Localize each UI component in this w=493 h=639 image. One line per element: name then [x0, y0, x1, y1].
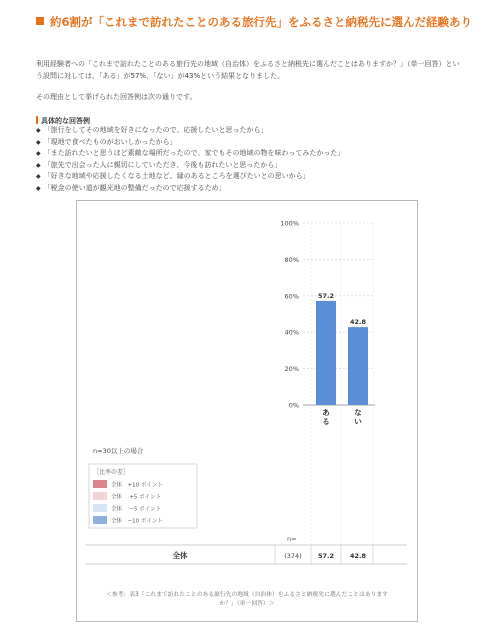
intro-paragraph: 利用経験者への「これまで訪れたことのある旅行先の地域（自治体）をふるさと納税先に選んだことはありますか？」（単一回答）という設問に対しては、「ある」が57%、「ない」が43%という結果となりました。: [36, 60, 460, 80]
bar-aru: [316, 301, 336, 405]
legend-swatch-plus10: [93, 480, 107, 488]
bar-nai: [348, 327, 368, 405]
chart-caption: ＜参考：表3「これまで訪れたことのある旅行先の地域（自治体）をふるさと納税先に選んだことはありますか？」（単一回答）＞: [106, 592, 388, 607]
y-tick-label: 0%: [288, 401, 299, 410]
table-value-aru: 57.2: [317, 552, 335, 560]
x-category-label: あ: [322, 408, 330, 417]
summary-table: [85, 545, 407, 564]
diamond-bullet-icon: ◆: [36, 138, 41, 146]
x-category-label: る: [322, 417, 330, 426]
diamond-bullet-icon: ◆: [36, 184, 41, 192]
title-bar-icon: [36, 116, 38, 124]
reasons-intro: その理由として挙げられた回答例は次の通りです。: [36, 93, 197, 101]
legend-title: ［比率の差］: [93, 469, 130, 476]
reasons-list: [36, 125, 456, 194]
list-item: ◆ 「また訪れたいと思うほど素敵な場所だったので、家でもその地域の物を味わってみたかった」: [36, 149, 345, 157]
heading-square-icon: [36, 17, 44, 25]
diamond-bullet-icon: ◆: [36, 127, 41, 134]
sample-note: n=30以上の場合: [93, 447, 144, 455]
list-item: ◆ 「旅行をしてその地域を好きになったので、応援したいと思ったから」: [36, 126, 268, 134]
bar-value-label: 42.8: [349, 318, 367, 327]
y-tick-label: 20%: [284, 365, 299, 374]
list-item: ◆ 「旅先で出会った人に親切にしていただき、今後も訪れたいと思ったから」: [36, 160, 282, 169]
n-label: n=: [287, 535, 297, 543]
legend-label: 全体 −5 ポイント: [111, 506, 162, 513]
y-axis-ticks: [280, 220, 299, 410]
list-item: ◆ 「好きな地域や応援したくなる土地など、縁のあるところを選びたいとの思いから」: [36, 172, 310, 180]
diamond-bullet-icon: ◆: [36, 150, 41, 157]
legend-swatch-minus10: [93, 516, 107, 524]
legend-label: 全体 −10 ポイント: [111, 518, 163, 525]
diamond-bullet-icon: ◆: [36, 173, 41, 180]
table-row-label: 全体: [172, 551, 188, 560]
section-heading: [36, 12, 476, 32]
bar-chart: [77, 201, 417, 621]
list-item: ◆ 「現地で食べたものがおいしかったから」: [36, 137, 177, 146]
y-tick-label: 80%: [284, 255, 299, 264]
legend: [89, 464, 197, 528]
bar-value-label: 57.2: [317, 291, 335, 300]
x-category-label: い: [354, 417, 362, 426]
legend-swatch-minus5: [93, 504, 107, 512]
legend-label: 全体 +10 ポイント: [111, 482, 163, 489]
table-n-value: (374): [284, 552, 302, 560]
chart-bars: [316, 292, 368, 426]
y-tick-label: 60%: [284, 292, 299, 301]
reasons-title: 具体的な回答例: [36, 116, 90, 126]
list-item: ◆ 「税金の使い道が観光地の整備だったので応援するため」: [36, 183, 226, 192]
heading-text: 約6割が「これまで訪れたことのある旅行先」をふるさと納税先に選んだ経験あり: [50, 15, 472, 29]
chart-panel: [76, 200, 418, 622]
x-category-label: な: [354, 408, 362, 417]
y-tick-label: 100%: [280, 219, 299, 228]
diamond-bullet-icon: ◆: [36, 161, 41, 169]
legend-label: 全体 +5 ポイント: [111, 494, 162, 501]
legend-swatch-plus5: [93, 492, 107, 500]
table-value-nai: 42.8: [349, 552, 367, 560]
y-tick-label: 40%: [284, 328, 299, 337]
